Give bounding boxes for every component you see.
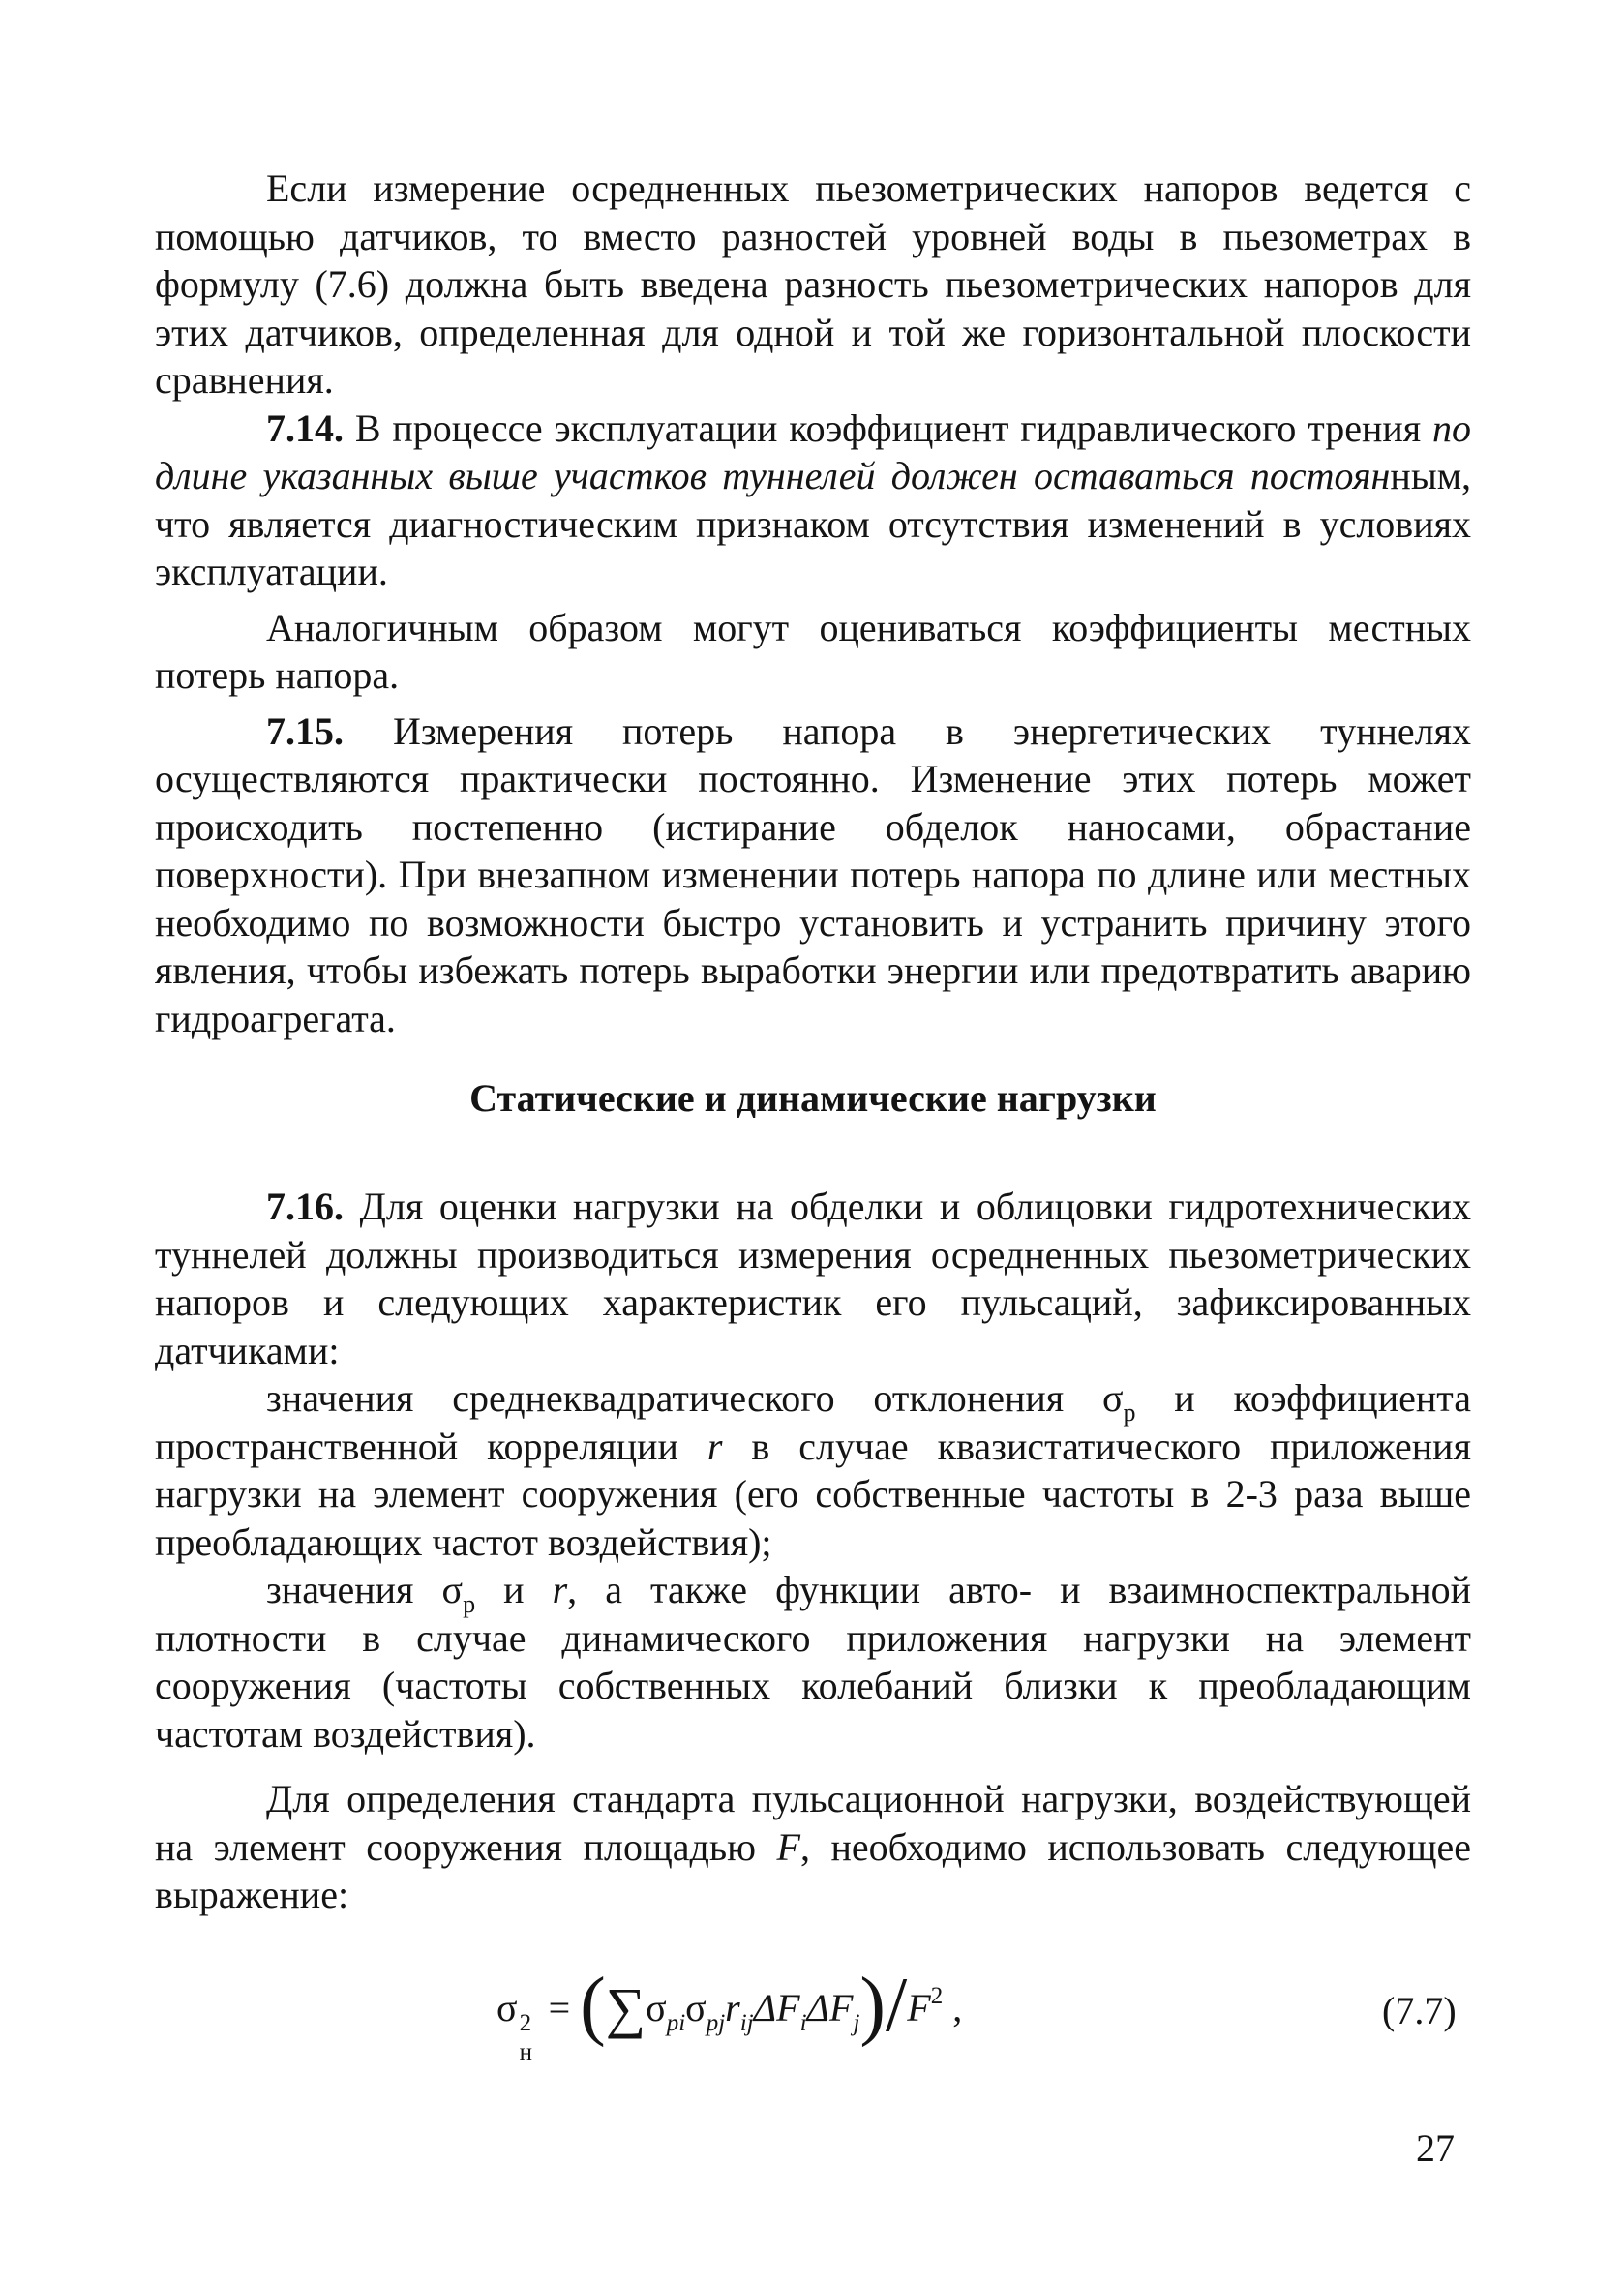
formula-division-slash: /: [886, 1963, 908, 2048]
formula-sigma-pj: σ: [685, 1986, 707, 2029]
list-item-dynamic: [155, 1566, 1471, 1758]
formula-area-f: F: [907, 1986, 931, 2029]
paragraph-text: и коэффициента пространственной корреляции: [155, 1376, 1471, 1468]
formula-comma: ,: [943, 1986, 963, 2029]
formula-lhs-indices: [518, 1993, 539, 2065]
formula-sum-sign: ∑: [605, 1976, 647, 2039]
paragraph-text: В процессе эксплуатации коэффициент гидравлического трения: [344, 406, 1432, 450]
r-symbol: r: [707, 1424, 723, 1468]
paragraph-text: Если измерение осредненных пьезометрических напоров ведется с помощью датчиков, то вместо разностей уровней воды в пьезометрах в формулу (7.6) должна быть введена разность пьезометрических напоров для этих датчиков, определенная для одной и той же горизонтальной плоскости сравнения.: [155, 166, 1471, 402]
paragraph-text: Для определения стандарта пульсационной нагрузки, воздействующей на элемент сооружения площадью: [155, 1777, 1471, 1869]
formula-lhs-subscript: н: [519, 2038, 532, 2065]
paragraph-text: , а также функции авто- и взаимноспектральной плотности в случае динамического приложения нагрузки на элемент сооружения (частоты собственных колебаний близки к преобладающим частотам воздействия).: [155, 1568, 1471, 1756]
lower-text-block: [155, 1183, 1471, 1919]
paragraph-text: значения: [266, 1568, 442, 1611]
list-item-quasistatic: [155, 1374, 1471, 1566]
formula-close-paren: ): [859, 1963, 887, 2048]
formula-sub-pi: pi: [666, 2010, 686, 2036]
area-symbol: F: [776, 1824, 800, 1869]
formula-sub-j: j: [853, 2010, 860, 2036]
clause-number: 7.15.: [266, 708, 344, 753]
paragraph-italic-text: по длине указанных выше участков туннелей должен оставаться постоян: [155, 406, 1471, 497]
paragraph-text: Измерения потерь напора в энергетических туннелях осуществляются практически постоянно. Изменение этих потерь может происходить постепенно (истирание обделок наносами, обрастание поверхности). При внезапном изменении потерь напора по длине или местных необходимо по возможности быстро установить и устранить причину этого явления, чтобы избежать потерь выработки энергии или предотвратить аварию гидроагрегата.: [155, 708, 1471, 1040]
formula-sub-ij: ij: [739, 2010, 754, 2036]
formula-7-7: [496, 1960, 963, 2065]
sigma-subscript: р: [463, 1590, 476, 1618]
paragraph-text: , необходимо использовать следующее выражение:: [155, 1824, 1471, 1916]
clause-number: 7.16.: [266, 1185, 344, 1228]
paragraph-sensor-measurement: [155, 165, 1471, 405]
paragraph-text: и: [475, 1568, 553, 1611]
r-symbol: r: [552, 1568, 568, 1611]
paragraph-7-15: [155, 707, 1471, 1043]
paragraph-text: значения среднеквадратического отклонения: [266, 1376, 1102, 1420]
paragraph-text: Для оценки нагрузки на обделки и облицовки гидротехнических туннелей должны производиться измерения осредненных пьезометрических напоров и следующих характеристик его пульсаций, зафиксированных датчиками:: [155, 1185, 1471, 1372]
formula-sigma-lhs: σ: [496, 1986, 518, 2029]
paragraph-7-16: [155, 1183, 1471, 1374]
sigma-symbol: σ: [1101, 1376, 1124, 1420]
formula-r: r: [725, 1986, 740, 2029]
clause-number: 7.14.: [266, 406, 344, 450]
paragraph-text: ным, что является диагностическим признаком отсутствия изменений в условиях эксплуатации.: [155, 454, 1471, 593]
formula-delta-fj: ΔF: [806, 1986, 854, 2029]
paragraph-text: в случае квазистатического приложения нагрузки на элемент сооружения (его собственные частоты в 2-3 раза выше преобладающих частот воздействия);: [155, 1424, 1471, 1564]
section-heading: Статические и динамические нагрузки: [469, 1076, 1157, 1120]
paragraph-load-standard: [155, 1775, 1471, 1919]
formula-area-power: 2: [930, 1983, 944, 2009]
formula-open-paren: (: [580, 1963, 606, 2048]
formula-sub-i: i: [799, 2010, 807, 2036]
formula-delta-fi: ΔF: [753, 1986, 800, 2029]
paragraph-local-losses: [155, 604, 1471, 700]
paragraph-text: Аналогичным образом могут оцениваться коэффициенты местных потерь напора.: [155, 605, 1471, 697]
formula-sigma-pi: σ: [646, 1986, 667, 2029]
formula-lhs-superscript: 2: [519, 2009, 532, 2036]
sigma-symbol: σ: [441, 1568, 464, 1611]
equation-number: (7.7): [1382, 1989, 1457, 2032]
paragraph-7-14: [155, 405, 1471, 596]
sigma-subscript: р: [1123, 1398, 1136, 1427]
formula-sub-pj: pj: [706, 2010, 726, 2036]
upper-text-block: [155, 165, 1471, 1042]
formula-equals: =: [538, 1986, 581, 2029]
page-number: 27: [1416, 2126, 1455, 2170]
